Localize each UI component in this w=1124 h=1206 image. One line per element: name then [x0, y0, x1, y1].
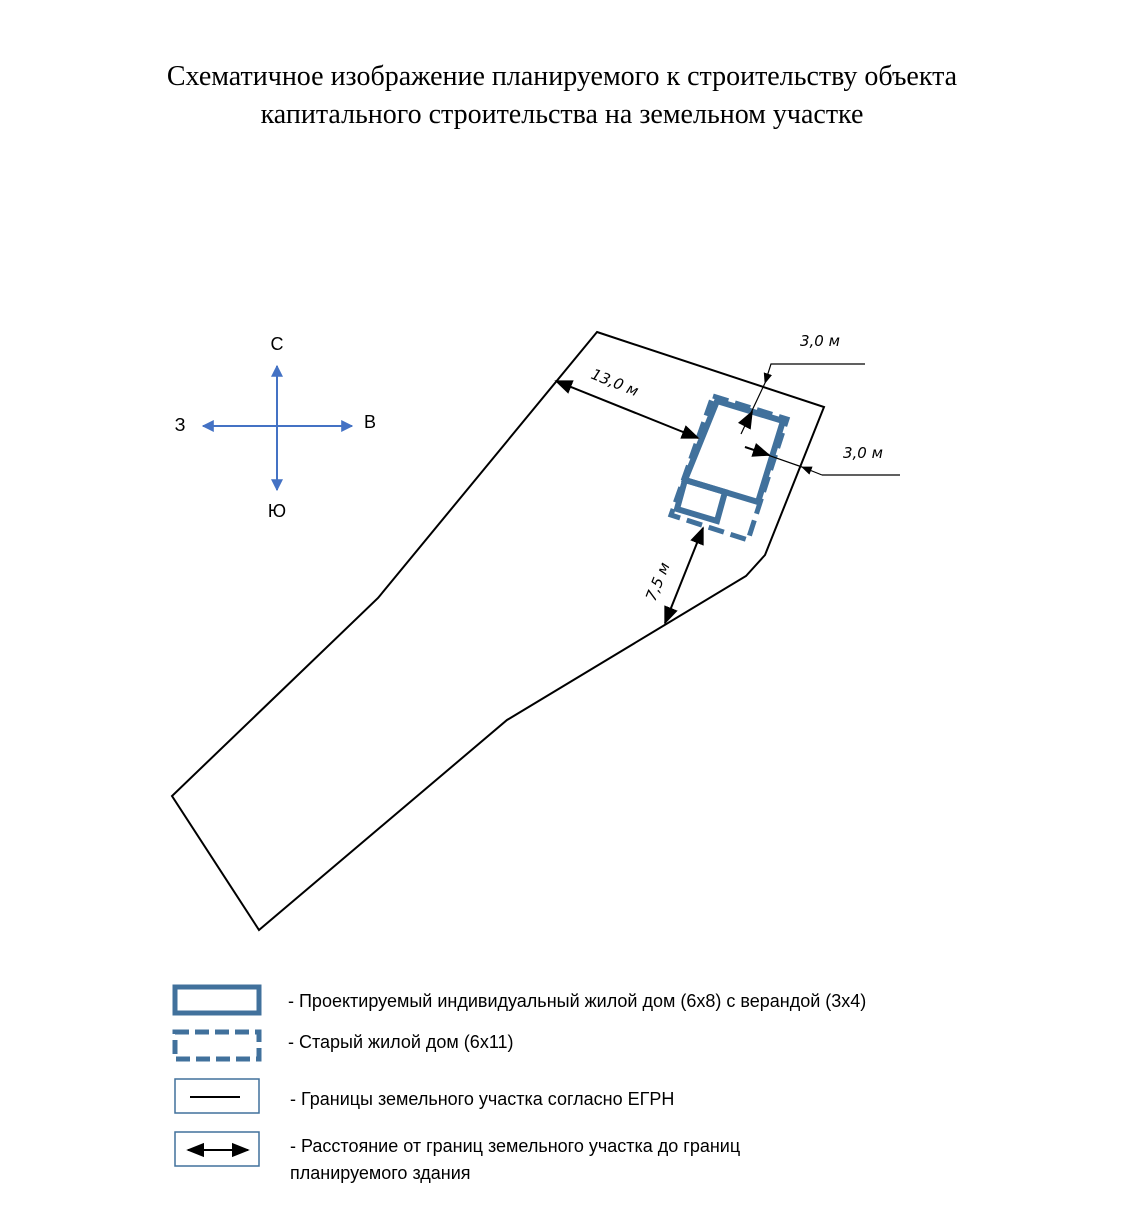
compass-south: Ю — [267, 501, 287, 521]
legend-item-old-house: - Старый жилой дом (6х11) — [288, 1032, 514, 1052]
legend-item-distance: - Расстояние от границ земельного участка до границ — [290, 1136, 741, 1156]
legend-item-distance-line2: планируемого здания — [290, 1163, 471, 1183]
east-distance-label: 3,0 м — [843, 444, 883, 462]
compass — [175, 334, 376, 521]
dimension-south — [642, 528, 703, 623]
compass-north: С — [270, 334, 284, 354]
dimension-west — [556, 365, 698, 438]
west-distance-label: 13,0 м — [588, 365, 642, 401]
dimension-north — [741, 332, 865, 434]
veranda — [677, 480, 725, 521]
legend-item-boundary: - Границы земельного участка согласно ЕГРН — [290, 1089, 675, 1109]
legend — [175, 987, 866, 1183]
land-plot-boundary — [172, 332, 824, 930]
north-distance-label: 3,0 м — [800, 332, 840, 350]
compass-west: З — [174, 415, 186, 435]
title-line-2: капитального строительства на земельном участке — [260, 99, 864, 130]
legend-item-planned-house: - Проектируемый индивидуальный жилой дом (6х8) с верандой (3х4) — [288, 991, 867, 1011]
title-line-1: Схематичное изображение планируемого к строительству объекта — [166, 61, 958, 92]
south-distance-label: 7,5 м — [642, 559, 674, 604]
dashed-rect-icon — [175, 1032, 259, 1059]
solid-rect-icon — [175, 987, 259, 1013]
compass-east: В — [363, 412, 377, 432]
